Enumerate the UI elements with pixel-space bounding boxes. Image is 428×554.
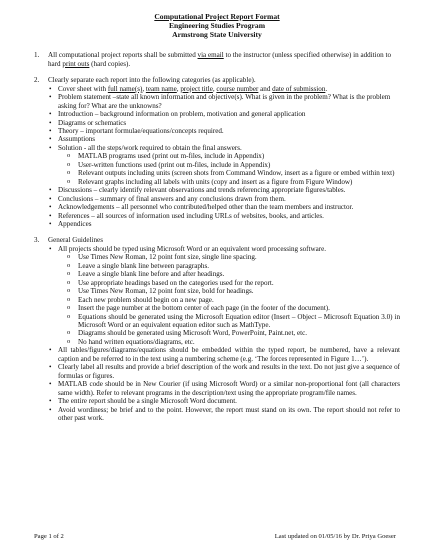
- sublist-item-diagrams: o Diagrams should be generated using Microsoft Word, PowerPoint, Paint.net, etc.: [45, 329, 400, 337]
- program-name: Engineering Studies Program: [168, 20, 266, 30]
- page-number: Page 1 of 2: [34, 533, 64, 540]
- section-1-text: [48, 51, 400, 68]
- guideline-list: [45, 245, 400, 423]
- sublist-item-blank-paragraphs: o Leave a single blank line between paragraphs.: [45, 262, 400, 270]
- last-updated: Last updated on 01/05/16 by Dr. Priya Goeser: [274, 533, 396, 540]
- list-item-introduction: • Introduction – background information on problem, motivation and general application: [45, 110, 400, 118]
- text-run: .: [325, 84, 328, 93]
- sublist-item-blank-headings: o Leave a single blank line before and after headings.: [45, 270, 400, 278]
- section-number: 3.: [34, 236, 40, 245]
- team-name-text: team name: [145, 84, 177, 93]
- section-3: [34, 236, 400, 422]
- sublist-item-heading-font: o Use Times New Roman, 12 point font size, bold for headings.: [45, 287, 400, 295]
- section-2-body: [48, 76, 400, 228]
- list-item-discussions: • Discussions – clearly identify relevant observations and trends referencing appropriate figures/tables.: [45, 186, 400, 194]
- section-3-body: [48, 236, 400, 422]
- text-run: Cover sheet with: [58, 84, 108, 93]
- list-item-typed: [45, 245, 400, 346]
- sublist-item-matlab-programs: o MATLAB programs used (print out m-files, include in Appendix): [45, 152, 400, 160]
- university-name: Armstrong State University: [172, 29, 262, 39]
- list-item-single-document: • The entire report should be a single Microsoft Word document.: [45, 397, 400, 405]
- typed-text: All projects should be typed using Microsoft Word or an equivalent word processing software.: [58, 244, 327, 253]
- text-run: and: [258, 84, 273, 93]
- document-title: Computational Project Report Format: [154, 12, 280, 21]
- section-2: [34, 76, 400, 228]
- text-run: All computational project reports shall be submitted: [48, 51, 198, 60]
- project-title-text: project title: [180, 84, 213, 93]
- sublist-item-equations: o Equations should be generated using the Microsoft Equation editor (Insert – Object – Microsoft Equation 3.0) in Microsoft Word or an equivalent equation editor such as MathType.: [45, 313, 400, 330]
- print-outs-text: print outs: [62, 59, 90, 68]
- list-item-tables-figures: • All tables/figures/diagrams/equations should be embedded within the typed report, be numbered, have a relevant caption and be referred to in the text using a numbering scheme (e.g. ‘The forces represented in Figure 1…’).: [45, 346, 400, 363]
- section-1: [34, 51, 400, 68]
- section-2-intro: Clearly separate each report into the following categories (as applicable).: [48, 76, 256, 85]
- section-number: 2.: [34, 76, 40, 85]
- document-page: [34, 13, 400, 422]
- list-item-diagrams: • Diagrams or schematics: [45, 119, 400, 127]
- text-run: ,: [212, 84, 217, 93]
- text-run: to the instructor (unless specified otherwise) in addition to hard: [48, 51, 391, 68]
- category-list: [45, 85, 400, 229]
- list-item-references: • References – all sources of information used including URLs of websites, books, and articles.: [45, 212, 400, 220]
- section-3-intro: General Guidelines: [48, 236, 103, 245]
- sublist-item-functions: o User-written functions used (print out m-files, include in Appendix): [45, 161, 400, 169]
- list-item-cover-sheet: [45, 85, 400, 93]
- course-number-text: course number: [216, 84, 259, 93]
- list-item-acknowledgements: • Acknowledgements – all personnel who contributed/helped other than the team members and instructor.: [45, 203, 400, 211]
- sublist-item-new-page: o Each new problem should begin on a new page.: [45, 296, 400, 304]
- date-of-submission-text: date of submission: [272, 84, 326, 93]
- list-item-problem-statement: • Problem statement –state all known information and objective(s). What is given in the problem? What is the problem asking for? What are the unknowns?: [45, 93, 400, 110]
- page-footer: [34, 533, 396, 540]
- list-item-conclusions: • Conclusions – summary of final answers and any conclusions drawn from them.: [45, 195, 400, 203]
- via-email-link: via email: [197, 51, 224, 60]
- sublist-item-headings: o Use appropriate headings based on the categories used for the report.: [45, 279, 400, 287]
- list-item-solution: [45, 144, 400, 186]
- full-names-text: full name(s): [107, 84, 143, 93]
- text-run: ,: [142, 84, 146, 93]
- list-item-assumptions: • Assumptions: [45, 135, 400, 143]
- solution-text: Solution - all the steps/work required to obtain the final answers.: [58, 143, 242, 152]
- section-number: 1.: [34, 51, 40, 60]
- list-item-matlab-code: • MATLAB code should be in New Courier (if using Microsoft Word) or a similar non-proportional font (all characters same width). Refer to relevant programs in the description/text using the appropriate program/file names.: [45, 380, 400, 397]
- text-run: (hard copies).: [89, 59, 131, 68]
- typed-sublist: [45, 253, 400, 346]
- list-item-label-results: • Clearly label all results and provide a brief description of the work and results in the text. Do not just give a sequence of formulas or figures.: [45, 363, 400, 380]
- list-item-appendices: • Appendices: [45, 220, 400, 228]
- list-item-wordiness: • Avoid wordiness; be brief and to the point. However, the report must stand on its own. The report should not refer to other past work.: [45, 406, 400, 423]
- document-header: [34, 13, 400, 39]
- solution-sublist: [45, 152, 400, 186]
- sublist-item-outputs: o Relevant outputs including units (screen shots from Command Window, insert as a figure or embed within text): [45, 169, 400, 177]
- sublist-item-no-handwriting: o No hand written equations/diagrams, etc.: [45, 338, 400, 346]
- sublist-item-page-number: o Insert the page number at the bottom center of each page (in the footer of the document).: [45, 304, 400, 312]
- list-item-theory: • Theory – important formulae/equations/concepts required.: [45, 127, 400, 135]
- text-run: ,: [176, 84, 181, 93]
- sublist-item-graphs: o Relevant graphs including all labels with units (copy and insert as a figure from Figure Window): [45, 178, 400, 186]
- sublist-item-font: o Use Times New Roman, 12 point font size, single line spacing.: [45, 253, 400, 261]
